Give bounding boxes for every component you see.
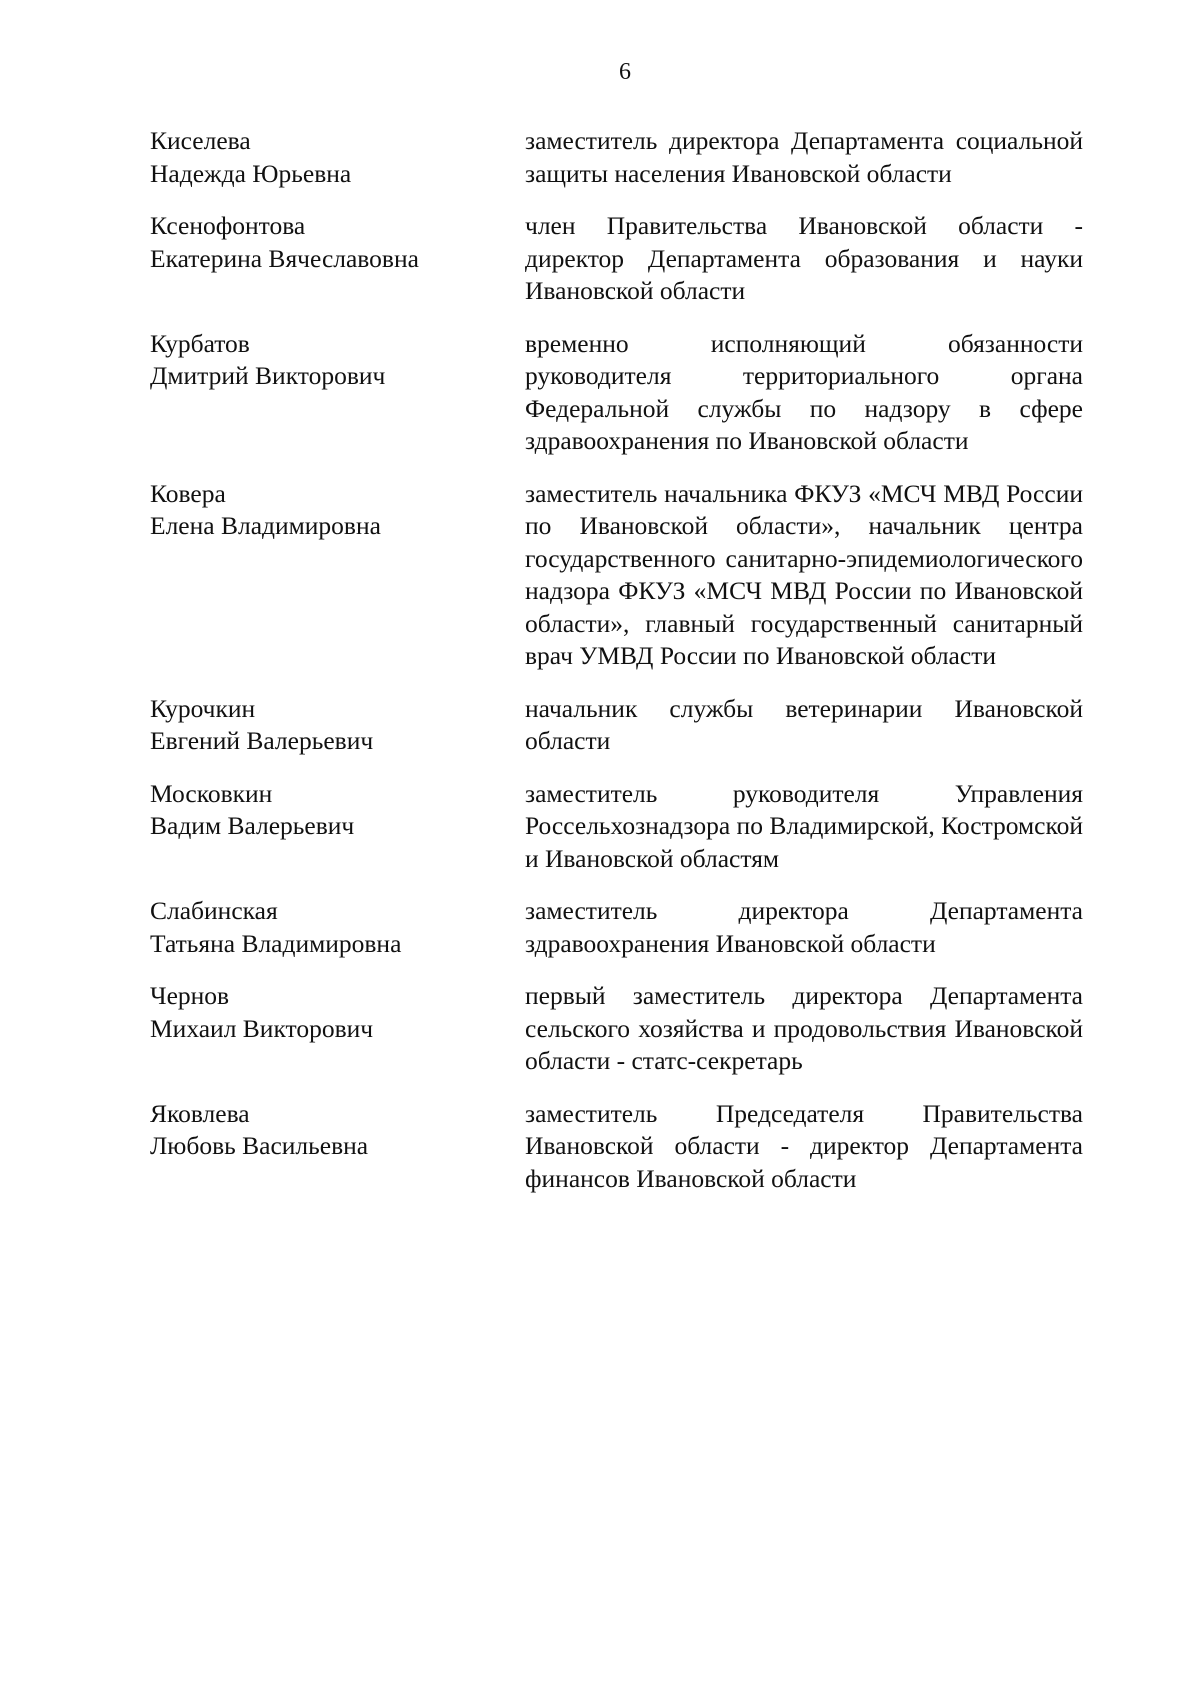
member-position: первый заместитель директора Департамента сельского хозяйства и продовольствия Ивановской области - статс-секретарь (525, 981, 1083, 1075)
member-given-names: Дмитрий Викторович (150, 361, 386, 390)
member-name (150, 778, 525, 876)
page-number: 6 (619, 59, 631, 85)
members-list (150, 125, 1085, 1195)
member-given-names: Вадим Валерьевич (150, 811, 355, 840)
member-entry (150, 693, 1085, 758)
member-name (150, 980, 525, 1078)
member-given-names: Любовь Васильевна (150, 1131, 369, 1160)
member-given-names: Татьяна Владимировна (150, 928, 402, 958)
member-name (150, 125, 525, 190)
member-surname: Курбатов (150, 328, 250, 358)
member-surname: Ковера (150, 478, 226, 508)
member-position: заместитель руководителя Управления Россельхознадзора по Владимирской, Костромской и Ивановской областям (525, 778, 1083, 873)
member-entry (150, 1098, 1085, 1196)
member-given-names: Елена Владимировна (150, 511, 381, 540)
member-entry (150, 125, 1085, 190)
member-entry (150, 980, 1085, 1078)
member-name (150, 895, 525, 960)
member-position: заместитель директора Департамента социальной защиты населения Ивановской области (525, 126, 1083, 188)
member-position: член Правительства Ивановской области - директор Департамента образования и науки Ивановской области (525, 211, 1083, 305)
member-name (150, 693, 525, 758)
member-entry (150, 895, 1085, 960)
member-name (150, 328, 525, 458)
member-given-names: Надежда Юрьевна (150, 158, 352, 188)
member-given-names: Евгений Валерьевич (150, 726, 374, 755)
member-position: заместитель начальника ФКУЗ «МСЧ МВД России по Ивановской области», начальник центра государственного санитарно-эпидемиологического надзора ФКУЗ «МСЧ МВД России по Ивановской области», главный государственный санитарный врач УМВД России по Ивановской области (525, 478, 1083, 670)
member-entry (150, 478, 1085, 673)
member-entry (150, 328, 1085, 458)
member-surname: Слабинская (150, 896, 278, 925)
member-entry (150, 210, 1085, 308)
member-surname: Курочкин (150, 693, 256, 723)
member-surname: Яковлева (150, 1098, 250, 1128)
member-position: заместитель Председателя Правительства Ивановской области - директор Департамента финансов Ивановской области (525, 1098, 1083, 1193)
member-surname: Чернов (150, 981, 230, 1010)
member-position: заместитель директора Департамента здравоохранения Ивановской области (525, 896, 1083, 958)
member-name (150, 210, 525, 308)
member-given-names: Екатерина Вячеславовна (150, 243, 419, 273)
member-entry (150, 778, 1085, 876)
member-position: начальник службы ветеринарии Ивановской области (525, 693, 1083, 755)
member-surname: Киселева (150, 126, 251, 155)
member-surname: Московкин (150, 778, 273, 808)
member-given-names: Михаил Викторович (150, 1013, 374, 1043)
member-name (150, 478, 525, 673)
member-name (150, 1098, 525, 1196)
member-surname: Ксенофонтова (150, 211, 306, 240)
member-position: временно исполняющий обязанности руководителя территориального органа Федеральной службы по надзору в сфере здравоохранения по Ивановской области (525, 328, 1083, 455)
